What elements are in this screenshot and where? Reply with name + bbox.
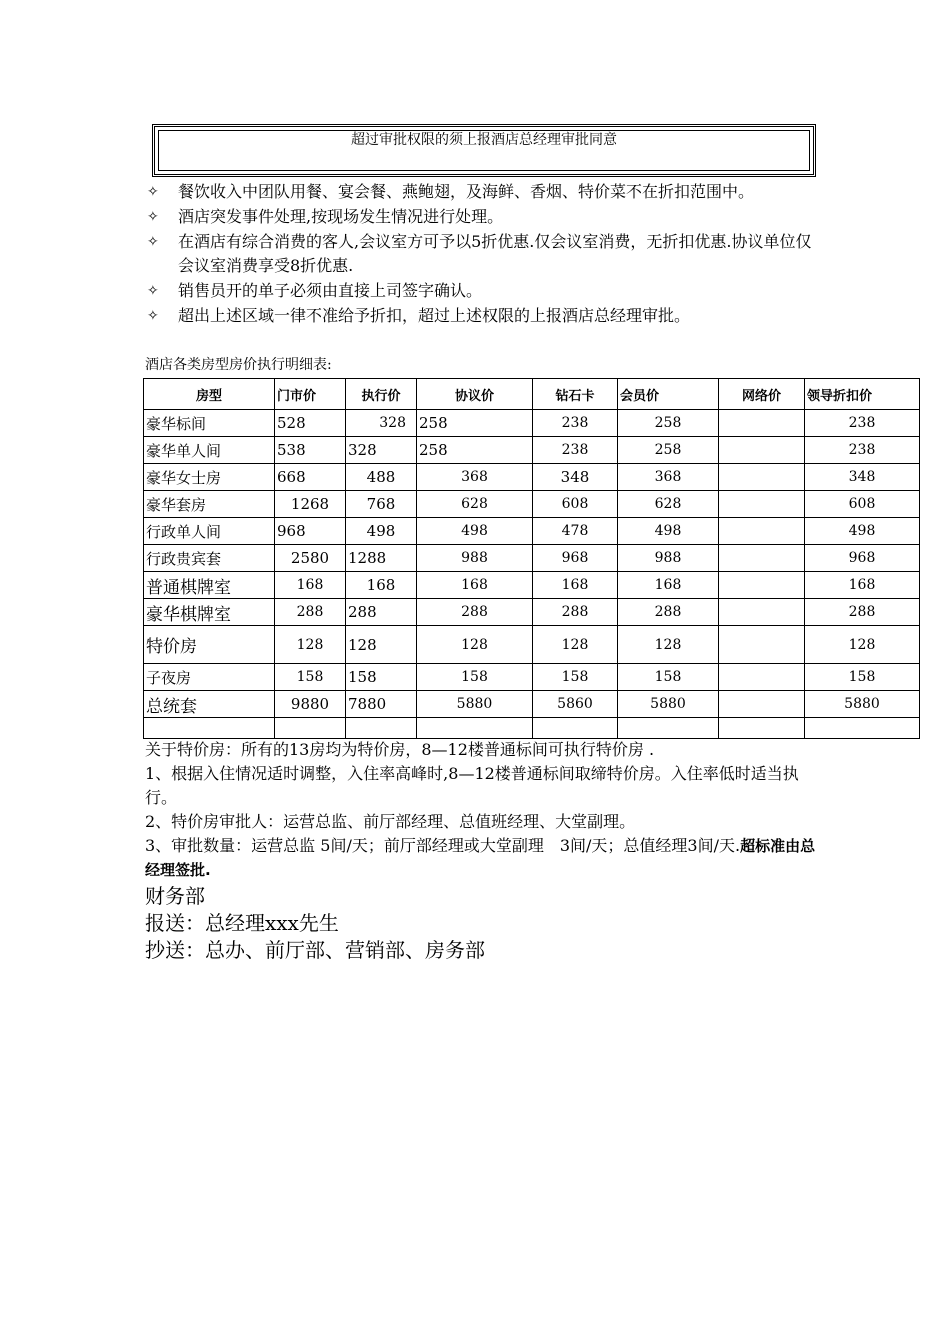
cell: 特价房	[144, 626, 275, 664]
table-row	[144, 572, 920, 599]
cell: 608	[533, 491, 618, 518]
note-line: 1、根据入住情况适时调整，入住率高峰时,8—12楼普通标间取缔特价房。入住率低时适当执行。	[145, 764, 799, 807]
cell: 348	[533, 464, 618, 491]
notice-box	[152, 124, 816, 177]
table-row	[144, 664, 920, 691]
cell: 668	[275, 464, 346, 491]
cell	[719, 572, 805, 599]
cell: 968	[533, 545, 618, 572]
table-row	[144, 545, 920, 572]
cell: 968	[275, 518, 346, 545]
cell: 628	[618, 491, 719, 518]
header-online-rate: 网络价	[719, 379, 805, 410]
cell: 498	[417, 518, 533, 545]
cell: 238	[533, 410, 618, 437]
table-header-row	[144, 379, 920, 410]
cell: 128	[618, 626, 719, 664]
cell: 豪华套房	[144, 491, 275, 518]
bullet-list	[145, 180, 825, 329]
cell: 628	[417, 491, 533, 518]
cell: 988	[618, 545, 719, 572]
note-line: 关于特价房：所有的13房均为特价房，8—12楼普通标间可执行特价房 .	[145, 740, 655, 759]
cell: 288	[346, 599, 417, 626]
note-text: 3、审批数量：运营总监 5间/天；前厅部经理或大堂副理 3间/天；总值经理3间/天.	[145, 836, 741, 855]
cell	[719, 545, 805, 572]
cell: 368	[618, 464, 719, 491]
department-label: 财务部	[145, 884, 205, 908]
cell	[719, 464, 805, 491]
cell: 豪华棋牌室	[144, 599, 275, 626]
diamond-bullet-icon: ✧	[147, 184, 159, 200]
cell: 488	[346, 464, 417, 491]
cell: 168	[346, 572, 417, 599]
cell: 168	[275, 572, 346, 599]
table-row-empty	[144, 718, 920, 739]
note-bold-text: 超标准由总经理签批.	[145, 837, 816, 879]
cell: 普通棋牌室	[144, 572, 275, 599]
cell: 9880	[275, 691, 346, 718]
cell: 968	[805, 545, 920, 572]
table-row	[144, 518, 920, 545]
cell: 498	[346, 518, 417, 545]
cell: 258	[618, 410, 719, 437]
cell	[719, 518, 805, 545]
cell: 168	[618, 572, 719, 599]
cell	[417, 718, 533, 739]
header-agreement-rate: 协议价	[417, 379, 533, 410]
notes-section	[145, 738, 825, 882]
cell: 子夜房	[144, 664, 275, 691]
report-to-line: 报送：总经理xxx先生	[145, 911, 339, 935]
bullet-text: 餐饮收入中团队用餐、宴会餐、燕鲍翅，及海鲜、香烟、特价菜不在折扣范围中。	[178, 182, 755, 201]
diamond-bullet-icon: ✧	[147, 308, 159, 324]
bullet-item	[145, 180, 825, 204]
table-row	[144, 437, 920, 464]
cell: 168	[417, 572, 533, 599]
cell: 238	[805, 437, 920, 464]
bullet-item	[145, 304, 825, 328]
cell: 豪华标间	[144, 410, 275, 437]
cell	[719, 691, 805, 718]
bullet-text: 销售员开的单子必须由直接上司签字确认。	[178, 281, 483, 300]
table-caption: 酒店各类房型房价执行明细表:	[145, 357, 332, 373]
header-leader-discount: 领导折扣价	[805, 379, 920, 410]
note-line	[145, 834, 825, 882]
cell: 158	[805, 664, 920, 691]
cell: 768	[346, 491, 417, 518]
cell: 258	[417, 410, 533, 437]
cell	[533, 718, 618, 739]
cell: 1288	[346, 545, 417, 572]
cell	[719, 599, 805, 626]
cell: 328	[346, 410, 417, 437]
cell: 238	[533, 437, 618, 464]
diamond-bullet-icon: ✧	[147, 209, 159, 225]
cell: 288	[533, 599, 618, 626]
cell: 128	[275, 626, 346, 664]
cell: 158	[533, 664, 618, 691]
cell: 258	[618, 437, 719, 464]
cc-line: 抄送：总办、前厅部、营销部、房务部	[145, 938, 485, 962]
cell: 5880	[618, 691, 719, 718]
cell: 258	[417, 437, 533, 464]
cell: 总统套	[144, 691, 275, 718]
note-line: 2、特价房审批人：运营总监、前厅部经理、总值班经理、大堂副理。	[145, 812, 636, 831]
cell: 288	[805, 599, 920, 626]
cell	[719, 410, 805, 437]
cell: 478	[533, 518, 618, 545]
cell	[346, 718, 417, 739]
header-room-type: 房型	[144, 379, 275, 410]
cell: 128	[346, 626, 417, 664]
cell	[719, 491, 805, 518]
diamond-bullet-icon: ✧	[147, 283, 159, 299]
cell: 288	[417, 599, 533, 626]
cell: 328	[346, 437, 417, 464]
bullet-item	[145, 230, 825, 278]
cell	[805, 718, 920, 739]
header-rack-rate: 门市价	[275, 379, 346, 410]
cell: 128	[805, 626, 920, 664]
cell: 豪华女士房	[144, 464, 275, 491]
diamond-bullet-icon: ✧	[147, 234, 159, 250]
cell: 498	[805, 518, 920, 545]
cell: 128	[417, 626, 533, 664]
cell	[719, 664, 805, 691]
cell	[719, 718, 805, 739]
cell: 288	[275, 599, 346, 626]
bullet-item	[145, 205, 825, 229]
cell: 528	[275, 410, 346, 437]
cell: 豪华单人间	[144, 437, 275, 464]
cell	[719, 437, 805, 464]
table-row	[144, 464, 920, 491]
cell	[719, 626, 805, 664]
cell: 158	[618, 664, 719, 691]
footer-section	[145, 883, 485, 964]
bullet-text: 超出上述区域一律不准给予折扣，超过上述权限的上报酒店总经理审批。	[178, 306, 691, 325]
cell: 168	[533, 572, 618, 599]
cell: 158	[346, 664, 417, 691]
room-rate-table	[143, 378, 920, 739]
table-row	[144, 491, 920, 518]
cell: 158	[275, 664, 346, 691]
header-diamond-card: 钻石卡	[533, 379, 618, 410]
cell	[144, 718, 275, 739]
header-exec-rate: 执行价	[346, 379, 417, 410]
cell: 5880	[805, 691, 920, 718]
cell: 538	[275, 437, 346, 464]
bullet-text: 酒店突发事件处理,按现场发生情况进行处理。	[178, 207, 504, 226]
table-row	[144, 626, 920, 664]
cell: 5860	[533, 691, 618, 718]
table-row	[144, 691, 920, 718]
cell: 608	[805, 491, 920, 518]
cell: 288	[618, 599, 719, 626]
table-row	[144, 410, 920, 437]
cell: 行政贵宾套	[144, 545, 275, 572]
cell: 行政单人间	[144, 518, 275, 545]
cell: 348	[805, 464, 920, 491]
cell: 7880	[346, 691, 417, 718]
cell: 498	[618, 518, 719, 545]
bullet-item	[145, 279, 825, 303]
cell: 168	[805, 572, 920, 599]
table-row	[144, 599, 920, 626]
cell: 128	[533, 626, 618, 664]
cell: 1268	[275, 491, 346, 518]
cell	[618, 718, 719, 739]
cell: 158	[417, 664, 533, 691]
cell	[275, 718, 346, 739]
bullet-text: 在酒店有综合消费的客人,会议室方可予以5折优惠.仅会议室消费，无折扣优惠.协议单位仅会议室消费享受8折优惠.	[178, 232, 812, 275]
cell: 988	[417, 545, 533, 572]
cell: 238	[805, 410, 920, 437]
cell: 5880	[417, 691, 533, 718]
cell: 2580	[275, 545, 346, 572]
header-member-rate: 会员价	[618, 379, 719, 410]
notice-text: 超过审批权限的须上报酒店总经理审批同意	[351, 132, 617, 148]
cell: 368	[417, 464, 533, 491]
